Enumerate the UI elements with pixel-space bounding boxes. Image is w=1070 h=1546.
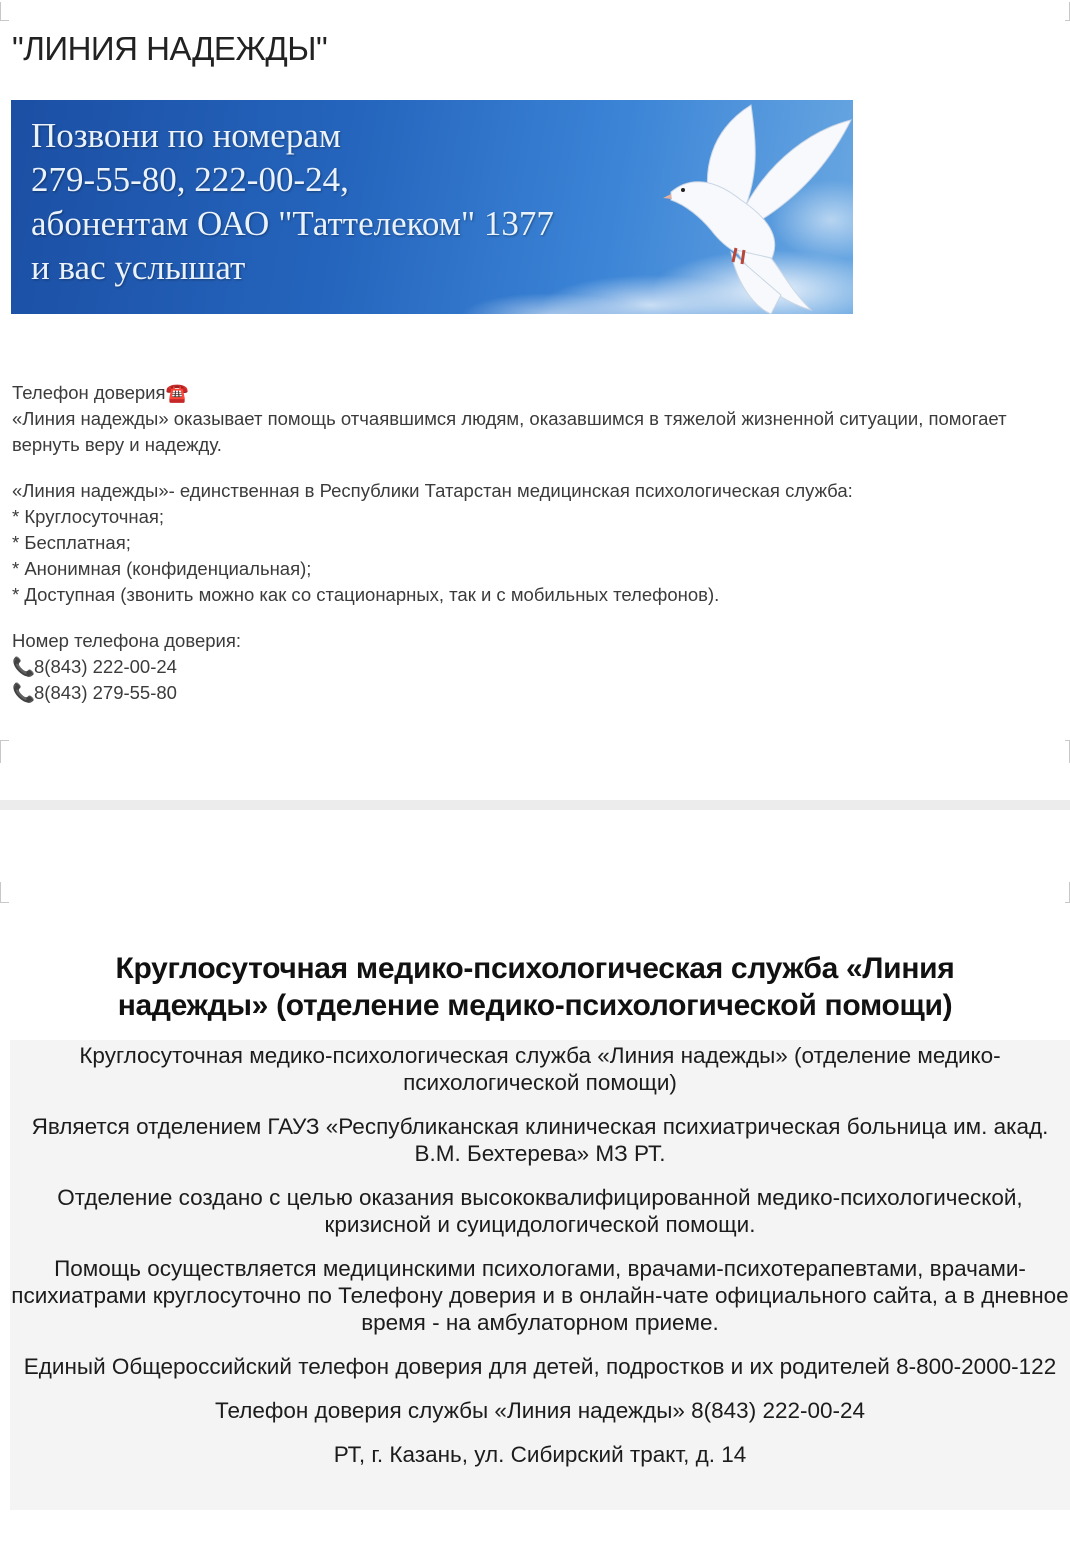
- banner-line: и вас услышат: [31, 248, 246, 287]
- info-text: [10, 1042, 1070, 1485]
- page-title: "ЛИНИЯ НАДЕЖДЫ": [12, 30, 328, 67]
- hotline-info: [12, 380, 1012, 706]
- phone-line: [12, 654, 1012, 680]
- banner-line: абонентам ОАО "Таттелеком" 1377: [31, 204, 554, 243]
- phone-line: [12, 680, 1012, 706]
- info-paragraph: Телефон доверия службы «Линия надежды» 8(843) 222-00-24: [214, 1398, 866, 1423]
- page-corner-mark: [0, 2, 9, 21]
- page-corner-mark: [1065, 882, 1070, 903]
- hotline-banner: [11, 100, 853, 314]
- intro-paragraph: «Линия надежды» оказывает помощь отчаявшимся людям, оказавшимся в тяжелой жизненной ситуации, помогает вернуть веру и надежду.: [12, 408, 1007, 455]
- feature-item: * Круглосуточная;: [12, 506, 165, 527]
- feature-item: * Доступная (звонить можно как со стационарных, так и с мобильных телефонов).: [12, 584, 720, 605]
- feature-item: * Бесплатная;: [12, 532, 131, 553]
- feature-item: * Анонимная (конфиденциальная);: [12, 558, 312, 579]
- banner-line: 279-55-80, 222-00-24,: [31, 160, 349, 199]
- phone-icon: 📞: [12, 682, 36, 703]
- phone-icon: 📞: [12, 656, 36, 677]
- helpline-label: Телефон доверия☎️: [12, 382, 189, 403]
- page-corner-mark: [1065, 2, 1070, 21]
- page-corner-mark: [0, 740, 9, 763]
- page-separator: [0, 800, 1070, 810]
- phone-number: 8(843) 222-00-24: [34, 656, 177, 677]
- phone-number: 8(843) 279-55-80: [34, 682, 177, 703]
- page-corner-mark: [0, 882, 9, 903]
- info-paragraph: Единый Общероссийский телефон доверия для детей, подростков и их родителей 8-800-2000-122: [23, 1354, 1057, 1379]
- banner-line: Позвони по номерам: [31, 116, 342, 155]
- section-heading: Круглосуточная медико-психологическая служба «Линия надежды» (отделение медико-психологической помощи): [115, 952, 955, 1022]
- document-page-2: [0, 810, 1070, 1546]
- info-paragraph: РТ, г. Казань, ул. Сибирский тракт, д. 14: [333, 1442, 747, 1467]
- service-intro: «Линия надежды»- единственная в Республики Татарстан медицинская психологическая служба:: [12, 480, 853, 501]
- info-paragraph: Отделение создано с целью оказания высококвалифицированной медико-психологической, кризисной и суицидологической помощи.: [57, 1185, 1023, 1237]
- info-paragraph: Круглосуточная медико-психологическая служба «Линия надежды» (отделение медико-психологической помощи): [79, 1043, 1001, 1095]
- info-paragraph: Является отделением ГАУЗ «Республиканская клиническая психиатрическая больница им. акад. В.М. Бехтерева» МЗ РТ.: [31, 1114, 1049, 1166]
- banner-text: [31, 114, 554, 290]
- phones-label: Номер телефона доверия:: [12, 630, 242, 651]
- info-paragraph: Помощь осуществляется медицинскими психологами, врачами-психотерапевтами, врачами-психиатрами круглосуточно по Телефону доверия и в онлайн-чате официального сайта, а в дневное время - на амбулаторном приеме.: [11, 1256, 1069, 1335]
- page-corner-mark: [1065, 740, 1070, 763]
